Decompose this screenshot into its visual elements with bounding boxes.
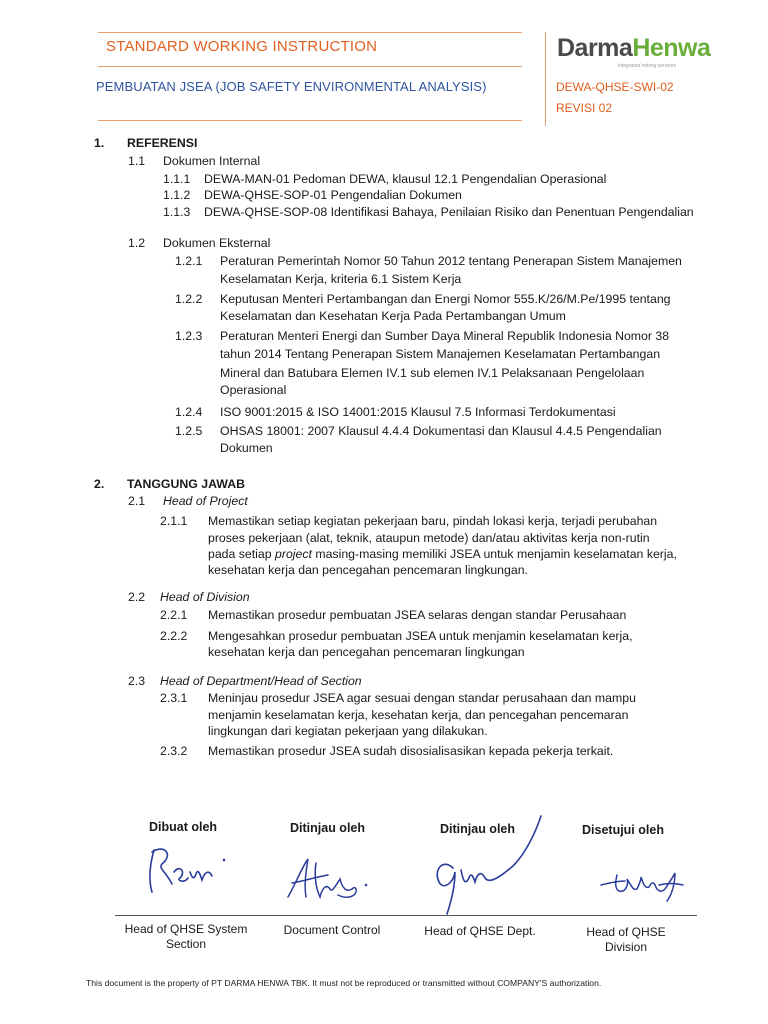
item-2-1-1-line-1: Memastikan setiap kegiatan pekerjaan baru, pindah lokasi kerja, terjadi perubahan (208, 514, 658, 528)
document-revision: REVISI 02 (556, 101, 613, 115)
section-2-3-title: Head of Department/Head of Section (160, 674, 362, 688)
signature-reviewed-by-2 (425, 810, 555, 920)
footer-disclaimer: This document is the property of PT DARMA HENWA TBK. It must not be reproduced or transmitted without COMPANY'S authorization. (86, 978, 602, 988)
signature-approved-by (595, 855, 695, 905)
section-2-3-number: 2.3 (128, 674, 146, 688)
item-1-2-4-number: 1.2.4 (175, 405, 203, 419)
item-2-1-1-line-3-project-word: project (275, 547, 312, 561)
section-2-number: 2. (94, 477, 105, 491)
signature-role-approved-by-line-1: Head of QHSE (586, 925, 666, 939)
company-logo (557, 34, 710, 63)
item-1-2-2-line-1: Keputusan Menteri Pertambangan dan Energi Nomor 555.K/26/M.Pe/1995 tentang (220, 292, 671, 306)
item-2-1-1-line-3-part-a: pada setiap (208, 547, 276, 561)
item-1-2-1-line-1: Peraturan Pemerintah Nomor 50 Tahun 2012 tentang Penerapan Sistem Manajemen (220, 254, 682, 268)
item-2-3-1-line-1: Meninjau prosedur JSEA agar sesuai dengan standar perusahaan dan mampu (208, 691, 636, 705)
item-2-2-2-line-1: Mengesahkan prosedur pembuatan JSEA untuk menjamin keselamatan kerja, (208, 629, 633, 643)
item-1-2-3-line-4: Operasional (220, 383, 287, 397)
signature-role-reviewed-by-2 (406, 924, 554, 939)
section-1-2-title: Dokumen Eksternal (163, 236, 271, 250)
signature-role-approved-by (552, 925, 700, 955)
item-1-2-2-line-2: Keselamatan dan Kesehatan Kerja Pada Pertambangan Umum (220, 309, 566, 323)
signature-role-reviewed-by-2-line-1: Head of QHSE Dept. (424, 924, 536, 938)
item-1-2-4-text: ISO 9001:2015 & ISO 14001:2015 Klausul 7.5 Informasi Terdokumentasi (220, 405, 616, 419)
item-1-2-5-number: 1.2.5 (175, 424, 203, 438)
signature-role-prepared-by-line-1: Head of QHSE System (124, 922, 248, 936)
section-1-number: 1. (94, 136, 105, 150)
section-2-2-title: Head of Division (160, 590, 250, 604)
item-2-3-1-number: 2.3.1 (160, 691, 188, 705)
item-2-3-2-number: 2.3.2 (160, 744, 188, 758)
section-1-1-number: 1.1 (128, 154, 146, 168)
item-1-2-1-line-2: Keselamatan Kerja, kriteria 6.1 Sistem Kerja (220, 272, 462, 286)
signature-role-reviewed-by-1-line-1: Document Control (283, 923, 381, 937)
logo-text-henwa: Henwa (632, 34, 711, 62)
signature-label-prepared-by: Dibuat oleh (149, 820, 218, 834)
signature-label-reviewed-by-1: Ditinjau oleh (290, 821, 365, 835)
logo-text-darma: Darma (557, 34, 633, 62)
signature-role-reviewed-by-1 (258, 923, 406, 938)
item-2-3-2-text: Memastikan prosedur JSEA sudah disosialisasikan kepada pekerja terkait. (208, 744, 614, 758)
item-1-1-3-text: DEWA-QHSE-SOP-08 Identifikasi Bahaya, Penilaian Risiko dan Penentuan Pengendalian (204, 205, 694, 219)
item-2-2-2-line-2: kesehatan kerja dan pencegahan pencemaran lingkungan (208, 645, 525, 659)
item-1-2-3-line-2: tahun 2014 Tentang Penerapan Sistem Manajemen Keselamatan Pertambangan (220, 347, 661, 361)
document-subject-title: PEMBUATAN JSEA (JOB SAFETY ENVIRONMENTAL ANALYSIS) (96, 79, 487, 94)
item-2-1-1-number: 2.1.1 (160, 514, 188, 528)
item-1-1-1-text: DEWA-MAN-01 Pedoman DEWA, klausul 12.1 Pengendalian Operasional (204, 172, 607, 186)
item-1-2-3-line-3: Mineral dan Batubara Elemen IV.1 sub elemen IV.1 Pelaksanaan Pengelolaan (220, 366, 645, 380)
item-1-1-2-text: DEWA-QHSE-SOP-01 Pengendalian Dokumen (204, 188, 462, 202)
signature-label-reviewed-by-2: Ditinjau oleh (440, 822, 515, 836)
item-2-2-2-number: 2.2.2 (160, 629, 188, 643)
section-1-2-number: 1.2 (128, 236, 146, 250)
section-1-title: REFERENSI (127, 136, 198, 150)
item-1-2-3-number: 1.2.3 (175, 329, 203, 343)
item-2-2-1-number: 2.2.1 (160, 608, 188, 622)
section-2-1-title: Head of Project (163, 494, 248, 508)
signature-role-prepared-by-line-2: Section (165, 937, 207, 951)
signature-role-prepared-by (112, 922, 260, 952)
item-1-1-2-number: 1.1.2 (163, 188, 191, 202)
section-2-1-number: 2.1 (128, 494, 146, 508)
document-code: DEWA-QHSE-SWI-02 (556, 80, 674, 94)
item-2-3-1-line-3: lingkungan dari kegiatan pekerjaan yang dilakukan. (208, 724, 488, 738)
signature-prepared-by (140, 838, 235, 898)
signature-reviewed-by-1 (282, 853, 382, 903)
signature-role-approved-by-line-2: Division (604, 940, 647, 954)
header-middle-rule (98, 66, 522, 67)
section-2-2-number: 2.2 (128, 590, 146, 604)
item-2-1-1-line-3-part-c: masing-masing memiliki JSEA untuk menjamin keselamatan kerja, (311, 547, 677, 561)
header-top-rule (98, 32, 522, 33)
item-1-2-3-line-1: Peraturan Menteri Energi dan Sumber Daya Mineral Republik Indonesia Nomor 38 (220, 329, 670, 343)
section-2-title: TANGGUNG JAWAB (127, 477, 245, 491)
logo-tagline: integrated mining services (618, 63, 677, 69)
section-1-1-title: Dokumen Internal (163, 154, 261, 168)
header-bottom-rule (98, 120, 522, 121)
item-1-2-2-number: 1.2.2 (175, 292, 203, 306)
signature-label-approved-by: Disetujui oleh (582, 823, 664, 837)
item-1-2-5-line-2: Dokumen (220, 441, 273, 455)
item-1-1-3-number: 1.1.3 (163, 205, 191, 219)
item-2-3-1-line-2: menjamin keselamatan kerja, kesehatan kerja, dan pencegahan pencemaran (208, 708, 629, 722)
item-2-1-1-line-4: kesehatan kerja dan pencegahan pencemaran lingkungan. (208, 563, 528, 577)
item-2-1-1-line-2: proses pekerjaan (alat, teknik, ataupun metode) dan/atau aktivitas kerja non-rutin (208, 531, 650, 545)
item-1-1-1-number: 1.1.1 (163, 172, 191, 186)
header-vertical-rule (545, 32, 546, 126)
signature-divider-line (115, 915, 697, 916)
item-2-2-1-text: Memastikan prosedur pembuatan JSEA selaras dengan standar Perusahaan (208, 608, 627, 622)
item-1-2-1-number: 1.2.1 (175, 254, 203, 268)
item-1-2-5-line-1: OHSAS 18001: 2007 Klausul 4.4.4 Dokumentasi dan Klausul 4.4.5 Pengendalian (220, 424, 662, 438)
document-type-title: STANDARD WORKING INSTRUCTION (106, 38, 378, 55)
